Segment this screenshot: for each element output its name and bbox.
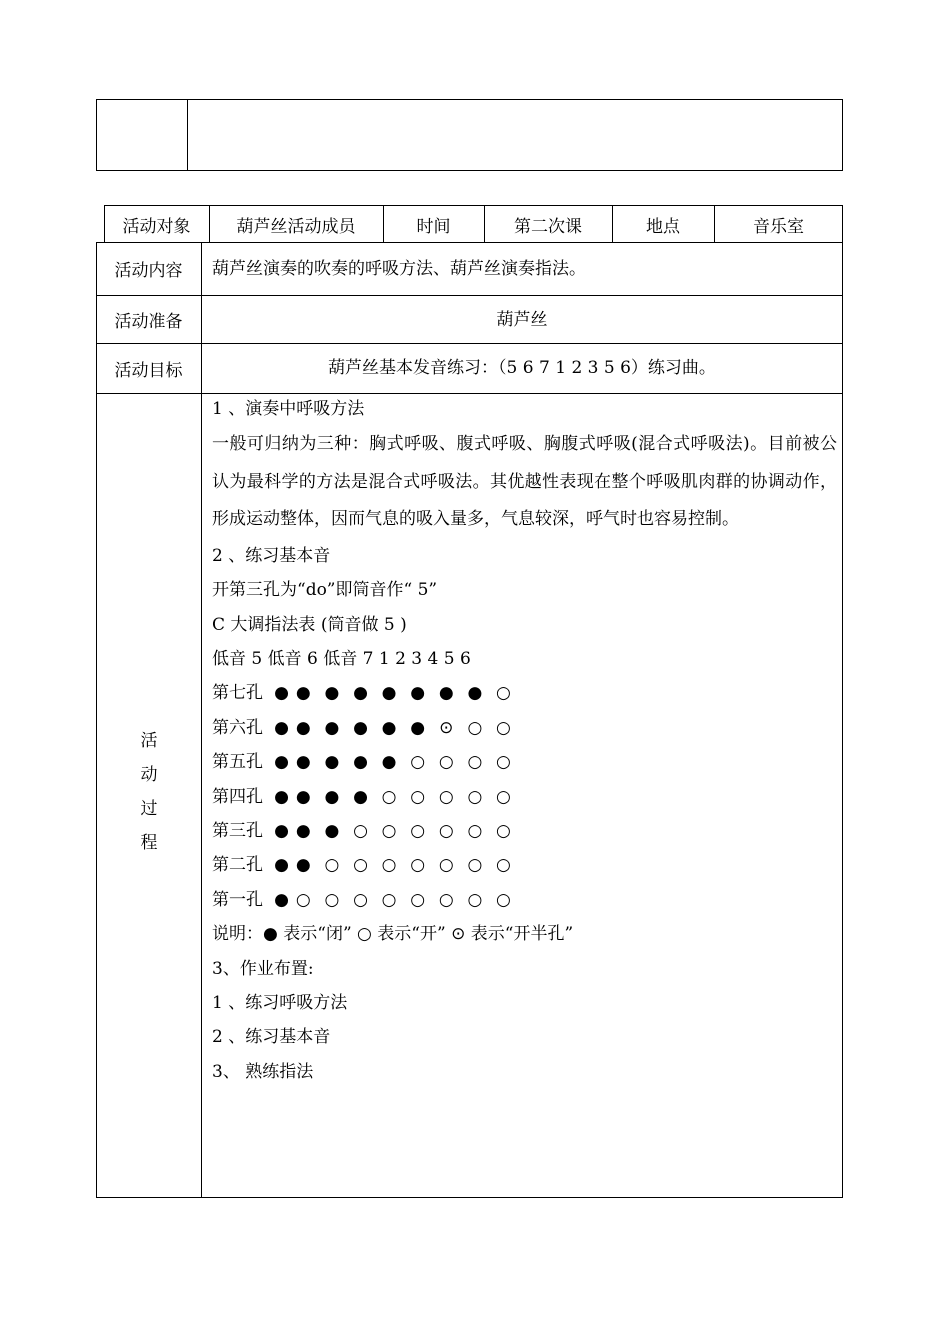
content-value: 葫芦丝演奏的吹奏的呼吸方法、葫芦丝演奏指法。 — [212, 258, 586, 279]
fingering-row-marks — [263, 745, 518, 779]
closed-hole-icon: ● — [295, 752, 311, 773]
open-hole-icon: ○ — [496, 683, 511, 704]
closed-hole-icon: ● — [438, 683, 454, 704]
open-hole-icon: ○ — [324, 889, 340, 910]
closed-hole-icon: ● — [295, 855, 311, 876]
closed-hole-icon: ● — [263, 924, 278, 945]
fingering-row-label: 第七孔 — [212, 683, 263, 704]
closed-hole-icon: ● — [274, 889, 289, 910]
closed-hole-icon: ● — [324, 786, 340, 807]
prep-value: 葫芦丝 — [496, 309, 548, 330]
fingering-table-title: C 大调指法表 (筒音做 5 ) — [212, 614, 407, 635]
open-hole-icon: ○ — [467, 855, 483, 876]
closed-hole-icon: ● — [410, 717, 426, 738]
legend-half-text: 表示“开半孔” — [465, 924, 574, 945]
closed-hole-icon: ● — [274, 855, 289, 876]
header-cell-members: 葫芦丝活动成员 — [236, 216, 356, 237]
section-heading-breathing: 1 、演奏中呼吸方法 — [212, 399, 365, 419]
closed-hole-icon: ● — [274, 717, 289, 738]
fingering-row-label: 第一孔 — [212, 889, 263, 910]
fingering-row — [212, 676, 837, 710]
open-hole-icon: ○ — [381, 786, 397, 807]
open-hole-icon: ○ — [438, 786, 454, 807]
open-hole-icon: ○ — [410, 821, 426, 842]
open-hole-icon: ○ — [381, 855, 397, 876]
header-cell-place-label: 地点 — [646, 216, 680, 237]
fingering-row — [212, 745, 837, 779]
closed-hole-icon: ● — [467, 683, 483, 704]
homework-item: 1 、练习呼吸方法 — [212, 992, 348, 1013]
open-hole-icon: ○ — [353, 821, 368, 842]
fingering-row-marks — [263, 711, 518, 745]
closed-hole-icon: ● — [274, 752, 289, 773]
open-hole-icon: ○ — [496, 855, 511, 876]
closed-hole-icon: ● — [324, 821, 340, 842]
header-cell-place-value: 音乐室 — [753, 216, 804, 237]
legend-open-text: 表示“开” — [371, 924, 452, 945]
breathing-paragraph: 一般可归纳为三种：胸式呼吸、腹式呼吸、胸腹式呼吸(混合式呼吸法)。目前被公认为最科学的方法是混合式呼吸法。其优越性表现在整个呼吸肌肉群的协调动作，形成运动整体，因而气息的吸入量多，气息较深，呼气时也容易控制。 — [212, 434, 837, 530]
open-hole-icon: ○ — [467, 889, 483, 910]
fingering-row — [212, 814, 837, 848]
closed-hole-icon: ● — [353, 786, 368, 807]
homework-title: 3、作业布置: — [212, 958, 314, 979]
fingering-row-label: 第六孔 — [212, 717, 263, 738]
fingering-row — [212, 883, 837, 917]
open-hole-icon: ○ — [496, 717, 511, 738]
closed-hole-icon: ● — [295, 786, 311, 807]
goal-value: 葫芦丝基本发音练习：（5 6 7 1 2 3 5 6）练习曲。 — [328, 357, 716, 378]
half-hole-icon: ⊙ — [439, 717, 454, 738]
open-hole-icon: ○ — [496, 786, 511, 807]
open-hole-icon: ○ — [496, 889, 511, 910]
open-hole-icon: ○ — [324, 855, 340, 876]
fingering-row — [212, 848, 837, 882]
open-hole-icon: ○ — [438, 889, 454, 910]
content-label: 活动内容 — [114, 261, 183, 281]
open-hole-icon: ○ — [467, 717, 483, 738]
process-label — [97, 724, 201, 860]
closed-hole-icon: ● — [353, 683, 368, 704]
open-third-hole-note: 开第三孔为“do”即筒音作“ 5” — [212, 580, 438, 601]
closed-hole-icon: ● — [324, 752, 340, 773]
top-table — [96, 99, 843, 171]
open-hole-icon: ○ — [438, 855, 454, 876]
open-hole-icon: ○ — [410, 855, 426, 876]
closed-hole-icon: ● — [381, 717, 397, 738]
legend-closed-text: 表示“闭” — [277, 924, 358, 945]
fingering-row-label: 第五孔 — [212, 752, 263, 773]
closed-hole-icon: ● — [324, 683, 340, 704]
open-hole-icon: ○ — [410, 889, 426, 910]
fingering-row-label: 第四孔 — [212, 786, 263, 807]
open-hole-icon: ○ — [467, 821, 483, 842]
open-hole-icon: ○ — [467, 786, 483, 807]
process-label-char: 程 — [140, 833, 158, 853]
fingering-row-label: 第二孔 — [212, 855, 263, 876]
closed-hole-icon: ● — [274, 683, 289, 704]
process-label-char: 活 — [140, 731, 158, 751]
open-hole-icon: ○ — [438, 752, 454, 773]
closed-hole-icon: ● — [274, 821, 289, 842]
closed-hole-icon: ● — [274, 786, 289, 807]
fingering-row-marks — [263, 780, 518, 814]
header-cell-target: 活动对象 — [122, 216, 191, 237]
process-label-char: 过 — [140, 799, 158, 819]
goal-label: 活动目标 — [114, 360, 183, 381]
open-hole-icon: ○ — [496, 821, 511, 842]
open-hole-icon: ○ — [353, 855, 368, 876]
fingering-row-marks — [263, 848, 518, 882]
header-cell-time-value: 第二次课 — [514, 216, 582, 237]
fingering-legend — [212, 917, 837, 951]
homework-item: 2 、练习基本音 — [212, 1027, 331, 1048]
open-hole-icon: ○ — [381, 821, 397, 842]
section-heading-basic-notes: 2 、练习基本音 — [212, 545, 331, 566]
top-table-divider — [187, 99, 188, 171]
closed-hole-icon: ● — [381, 683, 397, 704]
fingering-chart — [212, 676, 837, 917]
process-content — [212, 392, 837, 1089]
open-hole-icon: ○ — [410, 786, 426, 807]
open-hole-icon: ○ — [467, 752, 483, 773]
closed-hole-icon: ● — [381, 752, 397, 773]
open-hole-icon: ○ — [295, 889, 311, 910]
fingering-row-marks — [263, 814, 518, 848]
header-cell-time-label: 时间 — [416, 216, 451, 237]
half-hole-icon: ⊙ — [451, 924, 466, 945]
open-hole-icon: ○ — [353, 889, 368, 910]
closed-hole-icon: ● — [353, 717, 368, 738]
fingering-notes-row: 低音 5 低音 6 低音 7 1 2 3 4 5 6 — [212, 649, 471, 670]
fingering-row — [212, 780, 837, 814]
closed-hole-icon: ● — [295, 717, 311, 738]
closed-hole-icon: ● — [324, 717, 340, 738]
legend-prefix: 说明： — [212, 924, 263, 945]
open-hole-icon: ○ — [496, 752, 511, 773]
fingering-row — [212, 711, 837, 745]
open-hole-icon: ○ — [357, 924, 372, 945]
homework-item: 3、 熟练指法 — [212, 1061, 314, 1082]
closed-hole-icon: ● — [295, 821, 311, 842]
process-label-char: 动 — [140, 765, 158, 785]
closed-hole-icon: ● — [410, 683, 426, 704]
closed-hole-icon: ● — [353, 752, 368, 773]
open-hole-icon: ○ — [438, 821, 454, 842]
open-hole-icon: ○ — [381, 889, 397, 910]
open-hole-icon: ○ — [410, 752, 426, 773]
fingering-row-marks — [263, 676, 518, 710]
closed-hole-icon: ● — [295, 683, 311, 704]
prep-label: 活动准备 — [114, 311, 183, 332]
fingering-row-marks — [263, 883, 518, 917]
fingering-row-label: 第三孔 — [212, 821, 263, 842]
